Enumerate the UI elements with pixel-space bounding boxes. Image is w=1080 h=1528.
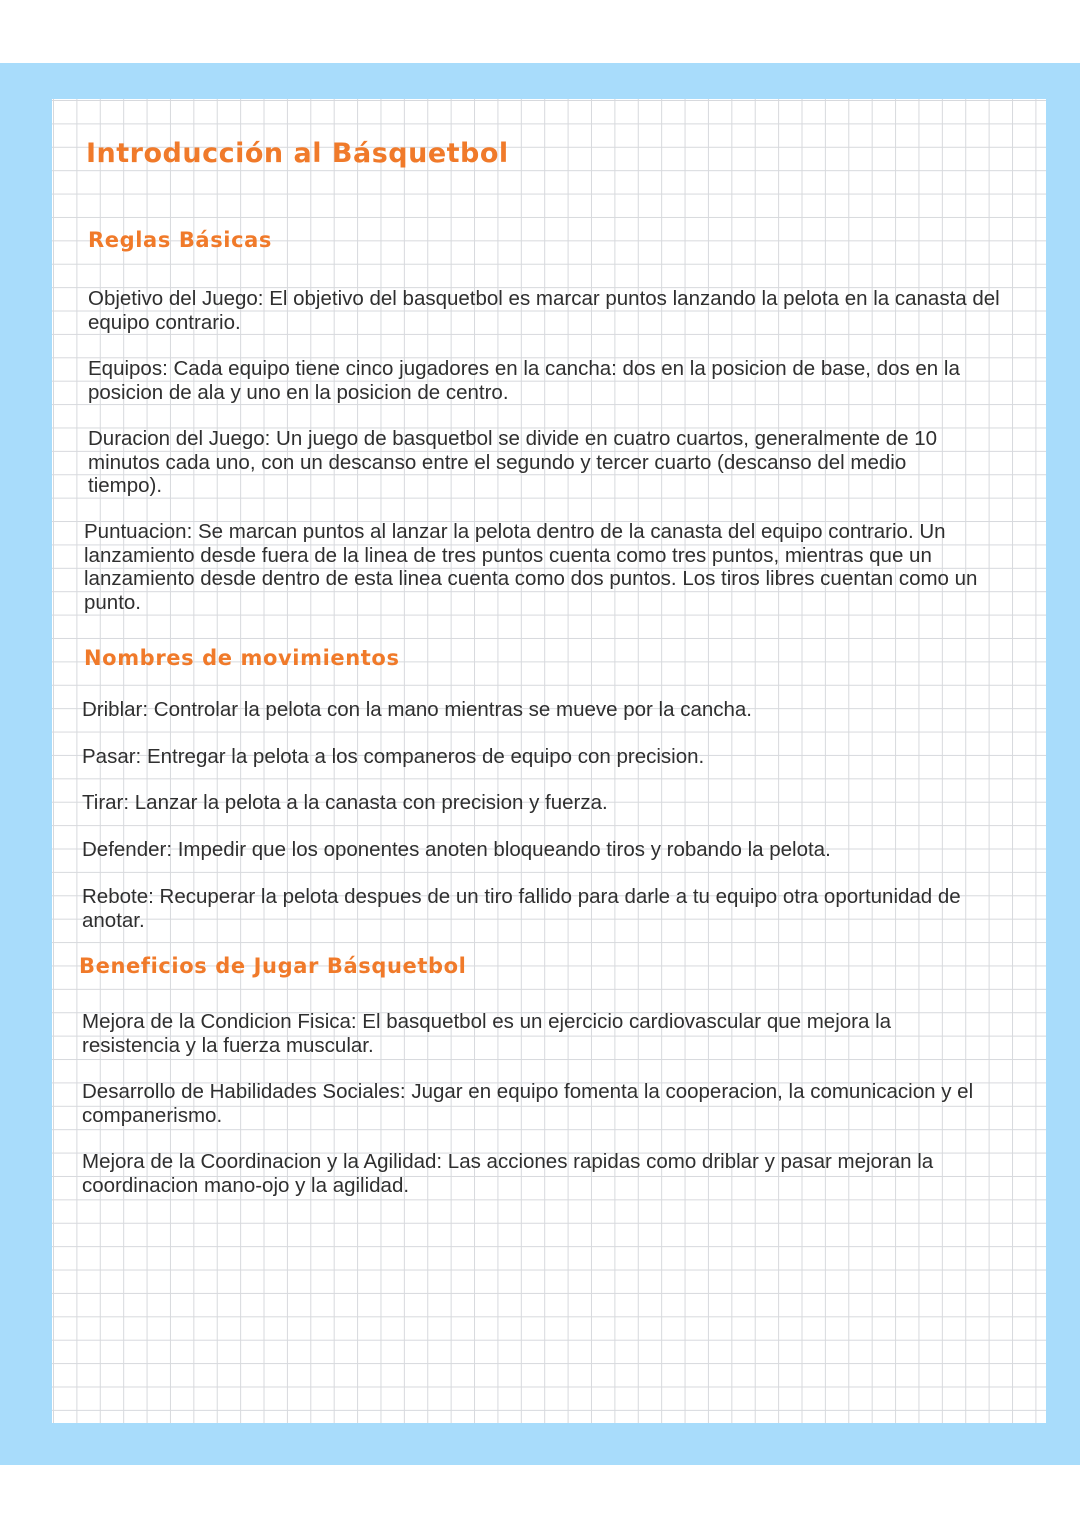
paragraph-term: Mejora de la Condicion Fisica: — [82, 1010, 357, 1033]
paragraph-rebote — [82, 885, 1007, 932]
page-title: Introducción al Básquetbol — [86, 138, 509, 169]
paragraph-equipos — [88, 357, 1003, 404]
paragraph-term: Tirar: — [82, 791, 130, 814]
paragraph-term: Driblar: — [82, 698, 149, 721]
section-heading-movimientos: Nombres de movimientos — [84, 646, 400, 670]
paragraph-condicion-fisica — [82, 1010, 952, 1057]
paragraph-text: Jugar en equipo fomenta la cooperacion, la comunicacion y el companerismo. — [82, 1080, 974, 1127]
paragraph-habilidades-sociales — [82, 1080, 982, 1127]
paragraph-tirar — [82, 791, 1007, 815]
paragraph-term: Equipos: — [88, 357, 168, 380]
section-heading-reglas: Reglas Básicas — [88, 228, 273, 252]
paragraph-text: Un juego de basquetbol se divide en cuatro cuartos, generalmente de 10 minutos cada uno, con un descanso entre el segundo y tercer cuarto (descanso del medio tiempo). — [88, 427, 938, 497]
paragraph-defender — [82, 838, 1007, 862]
paragraph-term: Mejora de la Coordinacion y la Agilidad: — [82, 1150, 443, 1173]
paragraph-puntuacion — [84, 520, 1009, 614]
paragraph-text: Recuperar la pelota despues de un tiro fallido para darle a tu equipo otra oportunidad de anotar. — [82, 885, 961, 932]
paragraph-term: Pasar: — [82, 745, 142, 768]
paragraph-term: Objetivo del Juego: — [88, 287, 264, 310]
paragraph-text: Lanzar la pelota a la canasta con precision y fuerza. — [129, 791, 608, 814]
paragraph-text: El objetivo del basquetbol es marcar puntos lanzando la pelota en la canasta del equipo contrario. — [88, 287, 1000, 334]
paragraph-text: Controlar la pelota con la mano mientras se mueve por la cancha. — [148, 698, 753, 721]
paragraph-text: Las acciones rapidas como driblar y pasar mejoran la coordinacion mano-ojo y la agilidad. — [82, 1150, 934, 1197]
paragraph-duracion — [88, 427, 978, 498]
paragraph-term: Defender: — [82, 838, 173, 861]
paragraph-term: Rebote: — [82, 885, 154, 908]
paragraph-driblar — [82, 698, 1007, 722]
paragraph-text: Se marcan puntos al lanzar la pelota dentro de la canasta del equipo contrario. Un lanzamiento desde fuera de la linea de tres puntos cuenta como tres puntos, mientras que un lanzamiento desde dentro de esta linea cuenta como dos puntos. Los tiros libres cuentan como un punto. — [84, 520, 978, 614]
paragraph-text: Entregar la pelota a los companeros de equipo con precision. — [141, 745, 705, 768]
section-heading-beneficios: Beneficios de Jugar Básquetbol — [79, 954, 467, 978]
paragraph-pasar — [82, 745, 1007, 769]
paragraph-text: El basquetbol es un ejercicio cardiovascular que mejora la resistencia y la fuerza muscular. — [82, 1010, 892, 1057]
paragraph-term: Puntuacion: — [84, 520, 193, 543]
paragraph-text: Impedir que los oponentes anoten bloqueando tiros y robando la pelota. — [172, 838, 831, 861]
paragraph-text: Cada equipo tiene cinco jugadores en la cancha: dos en la posicion de base, dos en la posicion de ala y uno en la posicion de centro. — [88, 357, 960, 404]
paragraph-coordinacion — [82, 1150, 982, 1197]
paragraph-term: Desarrollo de Habilidades Sociales: — [82, 1080, 406, 1103]
paragraph-term: Duracion del Juego: — [88, 427, 271, 450]
paragraph-objetivo — [88, 287, 1008, 334]
